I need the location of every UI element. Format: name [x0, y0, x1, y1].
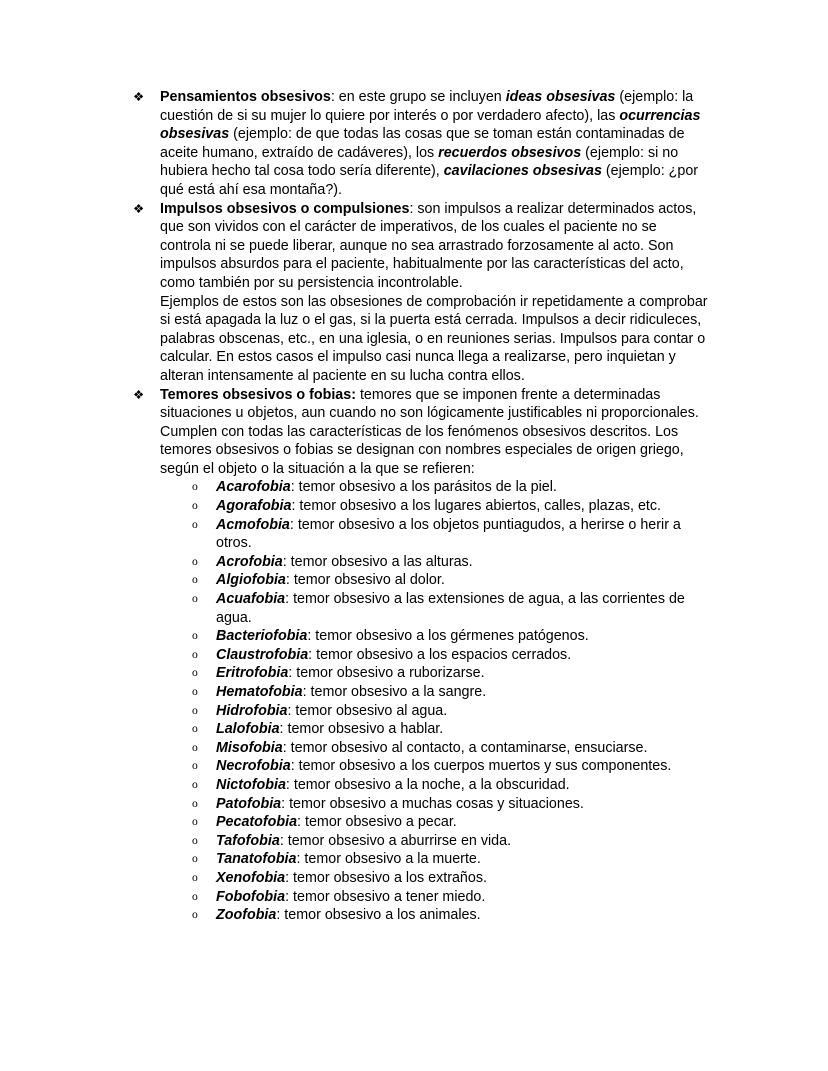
emphasis-run: Pensamientos obsesivos	[160, 89, 331, 105]
phobia-list-item	[190, 850, 710, 869]
phobia-entry	[216, 776, 710, 795]
phobia-definition: : temor obsesivo a hablar.	[279, 721, 444, 738]
circle-bullet-icon: o	[192, 666, 198, 680]
text-run: (ejemplo: la cuestión de si su mujer lo quiere por interés o por verdadero afecto), las	[160, 89, 694, 124]
phobia-term: Hidrofobia	[216, 702, 288, 719]
phobia-entry	[216, 702, 710, 721]
phobia-definition: : temor obsesivo a la muerte.	[296, 851, 481, 868]
paragraph	[160, 386, 710, 479]
phobia-definition: : temor obsesivo a los parásitos de la piel.	[290, 479, 557, 496]
circle-bullet-icon: o	[192, 499, 198, 513]
phobia-definition: : temor obsesivo a pecar.	[297, 814, 457, 831]
emphasis-run: Temores obsesivos o fobias:	[160, 386, 356, 403]
phobia-entry	[216, 906, 710, 925]
phobia-list-item	[190, 516, 710, 553]
phobia-list-item	[190, 888, 710, 907]
phobia-entry	[216, 813, 710, 832]
paragraph	[160, 88, 710, 200]
emphasis-run: Impulsos obsesivos o compulsiones	[160, 200, 410, 217]
phobia-entry	[216, 683, 710, 702]
circle-bullet-icon: o	[192, 573, 198, 587]
phobia-definition: : temor obsesivo a los animales.	[276, 907, 481, 924]
phobia-entry	[216, 478, 710, 497]
phobia-entry	[216, 627, 710, 646]
circle-bullet-icon: o	[192, 908, 198, 922]
phobia-definition: : temor obsesivo a los extraños.	[285, 869, 487, 886]
text-run: temores que se imponen frente a determinadas situaciones u objetos, aun cuando no son lógicamente justificables ni proporcionales. Cumplen con todas las características de los fenómenos obsesivos descritos. Los temores obsesivos o fobias se designan con nombres especiales de origen griego, según el objeto o la situación a la que se refieren:	[160, 386, 699, 477]
phobia-definition: : temor obsesivo al dolor.	[285, 572, 445, 589]
circle-bullet-icon: o	[192, 480, 198, 494]
phobia-entry	[216, 497, 710, 516]
text-run: (ejemplo: de que todas las cosas que se toman están contaminadas de aceite humano, extraído de cadáveres), los	[160, 126, 685, 161]
circle-bullet-icon: o	[192, 889, 198, 903]
phobia-definition: : temor obsesivo a los gérmenes patógenos.	[307, 628, 589, 645]
phobia-term: Agorafobia	[216, 498, 292, 515]
phobia-definition: : temor obsesivo a los espacios cerrados.	[308, 646, 572, 663]
circle-bullet-icon: o	[192, 592, 198, 606]
text-run: (ejemplo: si no hubiera hecho tal cosa todo sería diferente),	[160, 144, 679, 180]
circle-bullet-icon: o	[192, 703, 198, 717]
text-run: (ejemplo: ¿por qué está ahí esa montaña?).	[160, 163, 699, 198]
phobia-list-item	[190, 720, 710, 739]
circle-bullet-icon: o	[192, 852, 198, 866]
diamond-bullet-icon: ❖	[133, 201, 145, 216]
phobia-term: Tanatofobia	[216, 851, 297, 868]
phobia-entry	[216, 850, 710, 869]
text-run: : en este grupo se incluyen	[330, 89, 506, 105]
phobia-entry	[216, 553, 710, 572]
phobia-list-item	[190, 795, 710, 814]
phobia-list-item	[190, 497, 710, 516]
paragraph	[160, 293, 710, 386]
text-run: Ejemplos de estos son las obsesiones de comprobación ir repetidamente a comprobar si está apagada la luz o el gas, si la puerta está cerrada. Impulsos a decir ridiculeces, palabras obscenas, etc., en una iglesia, o en reuniones serias. Impulsos para contar o calcular. En estos casos el impulso casi nunca llega a realizarse, pero inquietan y alteran intensamente al paciente en su lucha contra ellos.	[160, 293, 708, 384]
circle-bullet-icon: o	[192, 629, 198, 643]
phobia-definition: : temor obsesivo al contacto, a contaminarse, ensuciarse.	[282, 739, 648, 756]
phobia-term: Zoofobia	[216, 907, 277, 924]
phobia-term: Acrofobia	[216, 553, 283, 570]
phobia-definition: : temor obsesivo a ruborizarse.	[288, 665, 485, 682]
phobia-definition: : temor obsesivo a los lugares abiertos, calles, plazas, etc.	[291, 498, 661, 515]
phobia-definition: : temor obsesivo a aburrirse en vida.	[279, 832, 512, 849]
phobia-term: Nictofobia	[216, 776, 286, 793]
diamond-bullet-icon: ❖	[133, 90, 145, 104]
phobia-term: Tafofobia	[216, 832, 280, 849]
phobia-list-item	[190, 646, 710, 665]
phobia-term: Claustrofobia	[216, 646, 309, 663]
phobia-list-item	[190, 683, 710, 702]
circle-bullet-icon: o	[192, 517, 198, 531]
phobia-term: Acuafobia	[216, 591, 286, 608]
phobia-term: Patofobia	[216, 795, 282, 812]
phobia-definition: : temor obsesivo a los cuerpos muertos y sus componentes.	[290, 758, 672, 775]
paragraph	[160, 200, 710, 293]
phobia-entry	[216, 590, 710, 627]
list-item-body	[160, 200, 710, 386]
phobia-list-item	[190, 906, 710, 925]
phobia-entry	[216, 795, 710, 814]
phobia-definition: : temor obsesivo a tener miedo.	[285, 888, 486, 905]
phobia-definition: : temor obsesivo a los objetos puntiagudos, a herirse o herir a otros.	[216, 516, 681, 552]
circle-bullet-icon: o	[192, 740, 198, 754]
phobia-term: Acmofobia	[216, 516, 290, 533]
phobia-term: Bacteriofobia	[216, 628, 308, 645]
circle-bullet-icon: o	[192, 685, 198, 698]
phobia-definition: : temor obsesivo a la noche, a la obscuridad.	[285, 776, 570, 793]
emphasis-run: ocurrencias obsesivas	[160, 107, 701, 143]
top-level-list	[130, 88, 710, 925]
phobia-list-item	[190, 478, 710, 497]
phobia-entry	[216, 888, 710, 907]
phobia-term: Hematofobia	[216, 684, 303, 700]
phobia-entry	[216, 720, 710, 739]
phobia-list-item	[190, 739, 710, 758]
phobia-entry	[216, 571, 710, 590]
circle-bullet-icon: o	[192, 722, 198, 736]
phobia-list-item	[190, 702, 710, 721]
circle-bullet-icon: o	[192, 777, 198, 791]
list-item-body	[160, 88, 710, 200]
phobia-term: Pecatofobia	[216, 814, 298, 831]
phobia-term: Acarofobia	[216, 479, 291, 496]
phobia-definition: : temor obsesivo al agua.	[287, 702, 448, 719]
phobia-term: Misofobia	[216, 739, 283, 756]
circle-bullet-icon: o	[192, 759, 198, 773]
list-item-temores-obsesivos-o-fobias	[130, 386, 710, 925]
list-item-body	[160, 386, 710, 925]
phobia-term: Necrofobia	[216, 758, 291, 775]
phobia-list-item	[190, 627, 710, 646]
phobia-list-item	[190, 832, 710, 851]
phobia-entry	[216, 832, 710, 851]
phobia-definition: : temor obsesivo a las alturas.	[282, 553, 473, 570]
list-item-pensamientos-obsesivos	[130, 88, 710, 200]
phobia-list-item	[190, 571, 710, 590]
phobia-term: Eritrofobia	[216, 665, 289, 682]
document-content	[130, 88, 710, 925]
phobia-list-item	[190, 553, 710, 572]
circle-bullet-icon: o	[192, 796, 198, 810]
phobia-entry	[216, 516, 710, 553]
circle-bullet-icon: o	[192, 647, 198, 661]
phobia-list-item	[190, 664, 710, 683]
phobia-list-item	[190, 776, 710, 795]
circle-bullet-icon: o	[192, 554, 198, 568]
phobia-list-item	[190, 813, 710, 832]
phobia-definition: : temor obsesivo a la sangre.	[302, 684, 487, 700]
phobia-term: Algiofobia	[216, 572, 286, 589]
circle-bullet-icon: o	[192, 870, 198, 884]
circle-bullet-icon: o	[192, 833, 198, 847]
list-item-impulsos-obsesivos-o-compulsiones	[130, 200, 710, 386]
phobia-entry	[216, 646, 710, 665]
circle-bullet-icon: o	[192, 815, 198, 829]
phobia-entry	[216, 869, 710, 888]
text-run: : son impulsos a realizar determinados actos, que son vividos con el carácter de imperativos, de los cuales el paciente no se controla ni se puede liberar, aunque no sea arrastrado forzosamente al acto. Son impulsos absurdos para el paciente, habitualmente por las características del acto, como también por su persistencia incontrolable.	[160, 200, 697, 291]
phobia-entry	[216, 664, 710, 683]
phobia-term: Lalofobia	[216, 721, 280, 738]
emphasis-run: recuerdos obsesivos	[438, 144, 582, 161]
phobia-term: Fobofobia	[216, 888, 286, 905]
phobia-definition: : temor obsesivo a las extensiones de agua, a las corrientes de agua.	[216, 591, 685, 626]
phobia-entry	[216, 739, 710, 758]
phobia-list-item	[190, 590, 710, 627]
phobia-entry	[216, 757, 710, 776]
emphasis-run: cavilaciones obsesivas	[443, 163, 602, 180]
diamond-bullet-icon: ❖	[133, 387, 145, 402]
phobia-list-item	[190, 869, 710, 888]
phobia-definition: : temor obsesivo a muchas cosas y situaciones.	[281, 795, 584, 812]
emphasis-run: ideas obsesivas	[505, 89, 616, 105]
phobia-list	[160, 478, 710, 924]
phobia-term: Xenofobia	[216, 869, 286, 886]
phobia-list-item	[190, 757, 710, 776]
